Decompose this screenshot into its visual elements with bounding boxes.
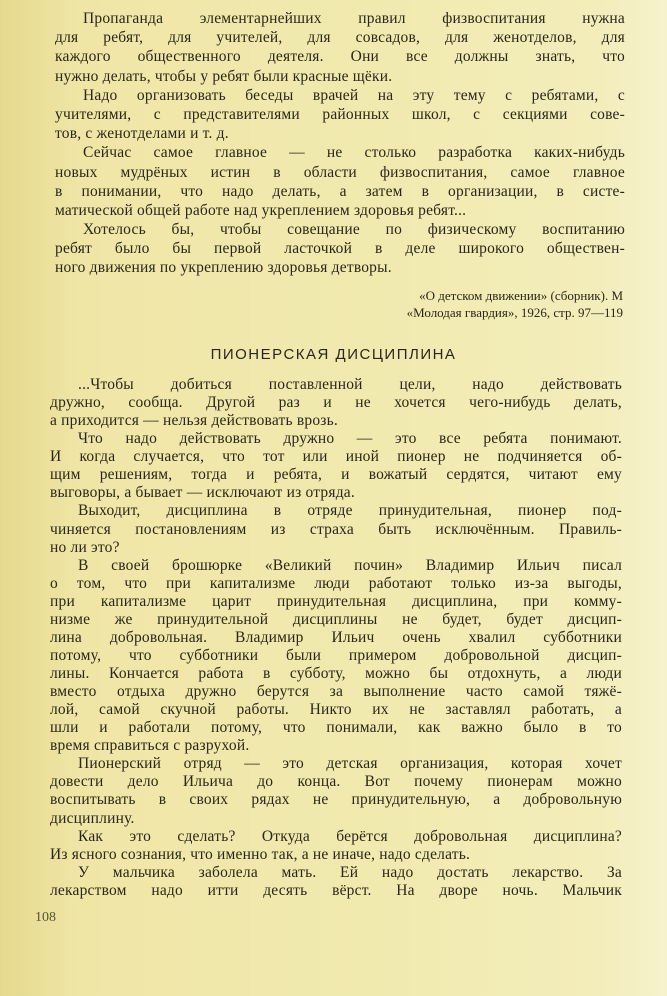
citation (407, 287, 623, 321)
body-text-section-2 (50, 376, 622, 900)
text-line: матической общей работе над укреплением здоровья ребят... (55, 201, 467, 219)
paragraph (50, 755, 622, 827)
body-text-section-1 (55, 9, 625, 278)
paragraph (50, 828, 622, 864)
text-line: воспитывать в своих рядах не принудительную, а добровольную (50, 791, 622, 809)
text-line: дружно, сообща. Другой раз и не хочется чего-нибудь делать, (50, 394, 622, 412)
text-line: Пропаганда элементарнейших правил физвоспитания нужна (83, 10, 625, 27)
paragraph (50, 430, 622, 502)
text-line: У мальчика заболела мать. Ей надо достать лекарство. За (78, 863, 622, 881)
text-line: а приходится — нельзя действовать врозь. (50, 412, 338, 430)
text-line: Как это сделать? Откуда берётся добровольная дисциплина? (78, 827, 622, 845)
text-line: вместо отдыха дружно берутся за выполнение часто самой тяжё- (50, 683, 622, 701)
text-line: для ребят, для учителей, для совсадов, для женотделов, для (55, 29, 625, 47)
text-line: при капитализме царит принудительная дисциплина, при комму- (50, 592, 622, 610)
text-line: лина добровольная. Владимир Ильич очень хвалил субботники (50, 628, 622, 646)
paragraph (50, 557, 622, 756)
paragraph (55, 143, 625, 220)
text-line: Выходит, дисциплина в отряде принудительная, пионер под- (78, 502, 622, 520)
text-line: дисциплину. (50, 809, 135, 827)
text-line: Надо организовать беседы врачей на эту тему с ребятами, с (83, 86, 625, 104)
paragraph (50, 864, 622, 900)
text-line: лой, самой скучной работы. Никто их не заставлял работать, а (50, 701, 622, 719)
text-line: в понимании, что надо делать, а затем в организации, в систе- (55, 182, 625, 200)
page-number: 108 (35, 910, 56, 925)
text-line: Пионерский отряд — это детская организация, которая хочет (78, 755, 622, 773)
text-line: В своей брошюрке «Великий почин» Владимир Ильич писал (78, 556, 622, 574)
text-line: новых мудрёных истин в области физвоспитания, самое главное (55, 163, 625, 181)
text-line: учителями, с представителями районных школ, с секциями сове- (55, 105, 625, 123)
text-line: выговоры, а бывает — исключают из отряда. (50, 484, 355, 502)
paragraph (55, 86, 625, 144)
text-line: каждого общественного деятеля. Они все должны знать, что (55, 48, 625, 66)
text-line: И когда случается, что тот или иной пионер не подчиняется об- (50, 448, 622, 466)
citation-line-2: «Молодая гвардия», 1926, стр. 97—119 (406, 305, 623, 320)
text-line: Что надо действовать дружно — это все ребята понимают. (78, 430, 622, 448)
text-line: Хотелось бы, чтобы совещание по физическому воспитанию (83, 221, 625, 239)
paragraph (50, 376, 622, 430)
text-line: шли и работали потому, что понимали, как важно было в то (50, 719, 622, 737)
text-line: ...Чтобы добиться поставленной цели, надо действовать (78, 376, 622, 393)
text-line: довести дело Ильича до конца. Вот почему пионерам можно (50, 773, 622, 791)
text-line: но ли это? (50, 538, 120, 556)
text-line: нужно делать, чтобы у ребят были красные щёки. (55, 67, 393, 85)
text-line: о том, что при капитализме люди работают только из-за выгоды, (50, 574, 622, 592)
text-line: ребят было бы первой ласточкой в деле широкого обществен- (55, 240, 625, 258)
text-line: лекарством надо итти десять вёрст. На дворе ночь. Мальчик (50, 881, 622, 899)
citation-line-1: «О детском движении» (сборник). М (419, 288, 623, 303)
paragraph (50, 502, 622, 556)
text-line: потому, что субботники были примером добровольной дисцип- (50, 646, 622, 664)
text-line: щим решениям, тогда и ребята, и вожатый сердятся, читают ему (50, 466, 622, 484)
text-line: низме же принудительной дисциплины не будет, будет дисцип- (50, 610, 622, 628)
text-line: лины. Кончается работа в субботу, можно бы отдохнуть, а люди (50, 665, 622, 682)
paragraph (55, 9, 625, 86)
text-line: ного движения по укреплению здоровья детворы. (55, 259, 392, 277)
text-line: чиняется постановлениям из страха быть исключённым. Правиль- (50, 520, 622, 538)
text-line: время справиться с разрухой. (50, 737, 250, 755)
text-line: тов, с женотделами и т. д. (55, 125, 229, 143)
paragraph (55, 220, 625, 278)
section-heading: ПИОНЕРСКАЯ ДИСЦИПЛИНА (210, 346, 457, 363)
text-line: Сейчас самое главное — не столько разработка каких-нибудь (83, 144, 625, 162)
text-line: Из ясного сознания, что именно так, а не иначе, надо сделать. (50, 845, 471, 863)
